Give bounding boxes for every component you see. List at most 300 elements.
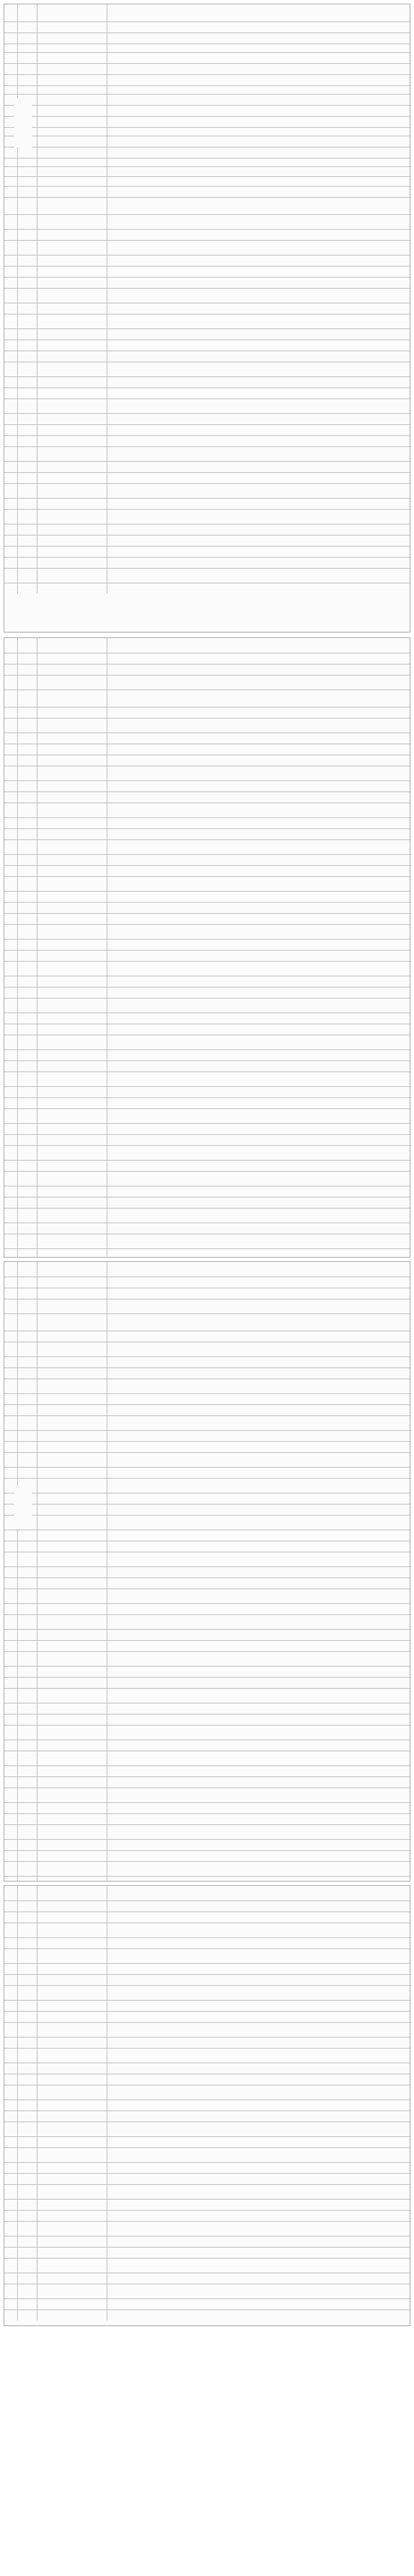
table-row (4, 961, 410, 976)
description-cell (107, 230, 410, 240)
table-row (4, 690, 410, 707)
table-row (4, 557, 410, 568)
place-cell (37, 2284, 107, 2298)
row-number (4, 499, 18, 509)
row-number (4, 1678, 18, 1688)
table-row (4, 1208, 410, 1223)
description-cell (107, 998, 410, 1013)
description-cell (107, 351, 410, 362)
table-row (4, 4, 410, 21)
place-cell (37, 1299, 107, 1313)
place-cell (37, 314, 107, 329)
description-cell (107, 2023, 410, 2037)
place-cell (37, 1678, 107, 1688)
row-number (4, 1667, 18, 1677)
table-row (4, 214, 410, 229)
row-number (4, 962, 18, 976)
table-row (4, 498, 410, 509)
table-row (4, 1688, 410, 1703)
row-number (4, 2200, 18, 2210)
description-cell (107, 53, 410, 63)
description-cell (107, 1368, 410, 1379)
table-row (4, 74, 410, 85)
table-row (4, 1197, 410, 1208)
row-number (4, 1923, 18, 1937)
table-row (4, 1629, 410, 1640)
place-cell (37, 414, 107, 424)
place-cell (37, 136, 107, 147)
description-cell (107, 1262, 410, 1277)
table-row (4, 1013, 410, 1024)
place-cell (37, 289, 107, 303)
table-row (4, 1123, 410, 1134)
place-cell (37, 1714, 107, 1725)
description-cell (107, 1589, 410, 1603)
row-number (4, 638, 18, 653)
description-cell (107, 1604, 410, 1614)
place-cell (37, 499, 107, 509)
row-number (4, 558, 18, 568)
table-row (4, 33, 410, 44)
place-cell (37, 1689, 107, 1703)
description-cell (107, 499, 410, 509)
table-row (4, 524, 410, 535)
table-row (4, 1086, 410, 1097)
description-cell (107, 2247, 410, 2258)
place-cell (37, 1949, 107, 1963)
row-number (4, 718, 18, 733)
row-number (4, 2299, 18, 2309)
table-row (4, 828, 410, 839)
region-group-cell (14, 1486, 32, 1529)
row-number (4, 1416, 18, 1430)
place-cell (37, 147, 107, 158)
place-cell (37, 95, 107, 105)
table-row (4, 376, 410, 387)
row-number (4, 425, 18, 435)
row-number (4, 1766, 18, 1776)
table-row (4, 1651, 410, 1666)
row-number (4, 2037, 18, 2048)
description-cell (107, 198, 410, 214)
description-cell (107, 1825, 410, 1839)
table-row (4, 63, 410, 74)
row-number (4, 547, 18, 557)
table-row (4, 1963, 410, 1974)
description-cell (107, 1342, 410, 1356)
row-number (4, 1357, 18, 1368)
row-number (4, 215, 18, 229)
table-page-3 (4, 1261, 410, 1881)
place-cell (37, 1589, 107, 1603)
description-cell (107, 2074, 410, 2085)
description-cell (107, 1516, 410, 1530)
table-row (4, 839, 410, 854)
description-cell (107, 1442, 410, 1452)
row-number (4, 362, 18, 376)
table-row (4, 1248, 410, 1258)
description-cell (107, 377, 410, 387)
place-cell (37, 2111, 107, 2122)
place-cell (37, 653, 107, 664)
place-cell (37, 2049, 107, 2063)
row-number (4, 1186, 18, 1197)
place-cell (37, 2085, 107, 2099)
row-number (4, 2259, 18, 2273)
row-number (4, 653, 18, 664)
row-number (4, 230, 18, 240)
row-number (4, 177, 18, 186)
table-row (4, 399, 410, 413)
place-cell (37, 187, 107, 197)
place-cell (37, 1050, 107, 1060)
place-cell (37, 998, 107, 1013)
row-number (4, 167, 18, 176)
table-row (4, 2298, 410, 2309)
description-cell (107, 1567, 410, 1578)
table-row (4, 792, 410, 803)
description-cell (107, 2259, 410, 2273)
place-cell (37, 447, 107, 461)
row-number (4, 2074, 18, 2085)
description-cell (107, 1689, 410, 1703)
place-cell (37, 4, 107, 21)
row-number (4, 1379, 18, 1393)
row-number (4, 1814, 18, 1824)
description-cell (107, 22, 410, 33)
row-number (4, 1751, 18, 1765)
table-row (4, 1393, 410, 1404)
row-number (4, 1013, 18, 1024)
place-cell (37, 1331, 107, 1342)
description-cell (107, 2200, 410, 2210)
description-cell (107, 1541, 410, 1552)
table-row (4, 266, 410, 277)
description-cell (107, 1013, 410, 1024)
place-cell (37, 2236, 107, 2247)
row-number (4, 925, 18, 939)
row-number (4, 1840, 18, 1850)
table-row (4, 303, 410, 314)
description-cell (107, 2063, 410, 2074)
table-row (4, 288, 410, 303)
table-row (4, 461, 410, 472)
place-cell (37, 1840, 107, 1850)
description-cell (107, 583, 410, 594)
row-number (4, 2023, 18, 2037)
row-number (4, 187, 18, 197)
row-number (4, 1288, 18, 1299)
row-number (4, 2100, 18, 2111)
table-row (4, 44, 410, 52)
place-cell (37, 1912, 107, 1923)
place-cell (37, 303, 107, 314)
table-row (4, 1614, 410, 1629)
place-cell (37, 158, 107, 166)
place-cell (37, 177, 107, 186)
row-number (4, 2247, 18, 2258)
description-cell (107, 147, 410, 158)
row-number (4, 2137, 18, 2147)
description-cell (107, 1357, 410, 1368)
table-row (4, 2173, 410, 2184)
description-cell (107, 1652, 410, 1666)
place-cell (37, 75, 107, 85)
description-cell (107, 1493, 410, 1504)
table-row (4, 2063, 410, 2074)
description-cell (107, 2163, 410, 2173)
table-row (4, 1813, 410, 1824)
table-row (4, 229, 410, 240)
description-cell (107, 1788, 410, 1802)
table-row (4, 1108, 410, 1123)
row-number (4, 1949, 18, 1963)
place-cell (37, 436, 107, 446)
table-row (4, 2000, 410, 2011)
description-cell (107, 44, 410, 52)
description-cell (107, 803, 410, 817)
table-row (4, 2162, 410, 2173)
description-cell (107, 1035, 410, 1049)
table-row (4, 329, 410, 340)
place-cell (37, 362, 107, 376)
table-row (4, 1886, 410, 1901)
description-cell (107, 547, 410, 557)
place-cell (37, 792, 107, 803)
table-row (4, 707, 410, 718)
place-cell (37, 690, 107, 707)
table-row (4, 865, 410, 876)
table-row (4, 803, 410, 817)
description-cell (107, 1061, 410, 1072)
description-cell (107, 892, 410, 902)
row-number (4, 198, 18, 214)
description-cell (107, 1986, 410, 2000)
row-number (4, 524, 18, 535)
place-cell (37, 962, 107, 976)
place-cell (37, 1604, 107, 1614)
row-number (4, 1986, 18, 2000)
place-cell (37, 167, 107, 176)
table-row (4, 446, 410, 461)
table-row (4, 1223, 410, 1234)
row-number (4, 278, 18, 288)
description-cell (107, 1641, 410, 1651)
description-cell (107, 1552, 410, 1566)
table-row (4, 1861, 410, 1876)
place-cell (37, 2247, 107, 2258)
table-row (4, 1134, 410, 1145)
description-cell (107, 1277, 410, 1288)
table-row (4, 424, 410, 435)
place-cell (37, 388, 107, 399)
table-row (4, 744, 410, 755)
description-cell (107, 2085, 410, 2099)
place-cell (37, 230, 107, 240)
place-cell (37, 1013, 107, 1024)
row-number (4, 1877, 18, 1881)
description-cell (107, 1050, 410, 1060)
row-number (4, 664, 18, 675)
place-cell (37, 1788, 107, 1802)
place-cell (37, 1567, 107, 1578)
table-row (4, 1703, 410, 1714)
row-number (4, 1035, 18, 1049)
row-number (4, 840, 18, 854)
row-number (4, 583, 18, 594)
table-row (4, 2184, 410, 2199)
row-number (4, 1050, 18, 1060)
place-cell (37, 1964, 107, 1974)
row-number (4, 903, 18, 913)
table-row (4, 1234, 410, 1248)
row-number (4, 1912, 18, 1923)
description-cell (107, 64, 410, 74)
description-cell (107, 1938, 410, 1948)
description-cell (107, 340, 410, 351)
table-row (4, 435, 410, 446)
table-row (4, 255, 410, 266)
row-number (4, 4, 18, 21)
table-row (4, 105, 410, 116)
description-cell (107, 1197, 410, 1208)
place-cell (37, 473, 107, 483)
place-cell (37, 866, 107, 876)
row-number (4, 2085, 18, 2099)
description-cell (107, 840, 410, 854)
place-cell (37, 733, 107, 744)
row-number (4, 1803, 18, 1813)
place-cell (37, 1146, 107, 1160)
description-cell (107, 278, 410, 288)
description-cell (107, 473, 410, 483)
place-cell (37, 1223, 107, 1234)
row-number (4, 1197, 18, 1208)
table-row (4, 166, 410, 176)
row-number (4, 1098, 18, 1108)
place-cell (37, 351, 107, 362)
description-cell (107, 1886, 410, 1901)
description-cell (107, 718, 410, 733)
row-number (4, 462, 18, 472)
place-cell (37, 1851, 107, 1861)
row-number (4, 1964, 18, 1974)
table-row (4, 1802, 410, 1813)
table-row (4, 1404, 410, 1415)
table-row (4, 1985, 410, 2000)
table-row (4, 1948, 410, 1963)
description-cell (107, 2100, 410, 2111)
row-number (4, 2211, 18, 2221)
place-cell (37, 484, 107, 498)
description-cell (107, 1726, 410, 1740)
table-row (4, 472, 410, 483)
place-cell (37, 1405, 107, 1415)
place-cell (37, 718, 107, 733)
description-cell (107, 95, 410, 105)
description-cell (107, 1877, 410, 1881)
row-number (4, 86, 18, 94)
description-cell (107, 447, 410, 461)
description-cell (107, 158, 410, 166)
region-group-cell (14, 98, 32, 147)
description-cell (107, 2037, 410, 2048)
place-cell (37, 1072, 107, 1086)
row-number (4, 1652, 18, 1666)
place-cell (37, 1938, 107, 1948)
place-cell (37, 399, 107, 413)
place-cell (37, 1431, 107, 1441)
row-number (4, 755, 18, 766)
description-cell (107, 1949, 410, 1963)
place-cell (37, 1277, 107, 1288)
description-cell (107, 1923, 410, 1937)
description-cell (107, 2299, 410, 2309)
place-cell (37, 1766, 107, 1776)
table-row (4, 2147, 410, 2162)
row-number (4, 2222, 18, 2236)
table-row (4, 913, 410, 924)
description-cell (107, 1766, 410, 1776)
description-cell (107, 855, 410, 865)
table-row (4, 314, 410, 329)
description-cell (107, 1234, 410, 1248)
place-cell (37, 1061, 107, 1072)
table-row (4, 1751, 410, 1765)
row-number (4, 1901, 18, 1912)
description-cell (107, 792, 410, 803)
description-cell (107, 1379, 410, 1393)
table-row (4, 1589, 410, 1603)
description-cell (107, 303, 410, 314)
row-number (4, 1072, 18, 1086)
table-row (4, 2099, 410, 2111)
row-number (4, 1277, 18, 1288)
table-row (4, 2221, 410, 2236)
place-cell (37, 1726, 107, 1740)
description-cell (107, 1504, 410, 1515)
place-cell (37, 267, 107, 277)
table-page-4 (4, 1885, 410, 2326)
table-row (4, 891, 410, 902)
description-cell (107, 940, 410, 950)
description-cell (107, 117, 410, 127)
row-number (4, 2049, 18, 2063)
row-number (4, 1442, 18, 1452)
row-number (4, 1975, 18, 1985)
description-cell (107, 638, 410, 653)
description-cell (107, 167, 410, 176)
place-cell (37, 1652, 107, 1666)
row-number (4, 707, 18, 718)
description-cell (107, 1453, 410, 1467)
table-row (4, 1666, 410, 1677)
row-number (4, 473, 18, 483)
place-cell (37, 377, 107, 387)
table-row (4, 483, 410, 498)
footer-notes (4, 2330, 410, 2539)
place-cell (37, 744, 107, 755)
row-number (4, 2163, 18, 2173)
description-cell (107, 1394, 410, 1404)
description-cell (107, 1468, 410, 1478)
place-cell (37, 1630, 107, 1640)
place-cell (37, 44, 107, 52)
place-cell (37, 278, 107, 288)
table-row (4, 1493, 410, 1504)
row-number (4, 1578, 18, 1589)
description-cell (107, 215, 410, 229)
